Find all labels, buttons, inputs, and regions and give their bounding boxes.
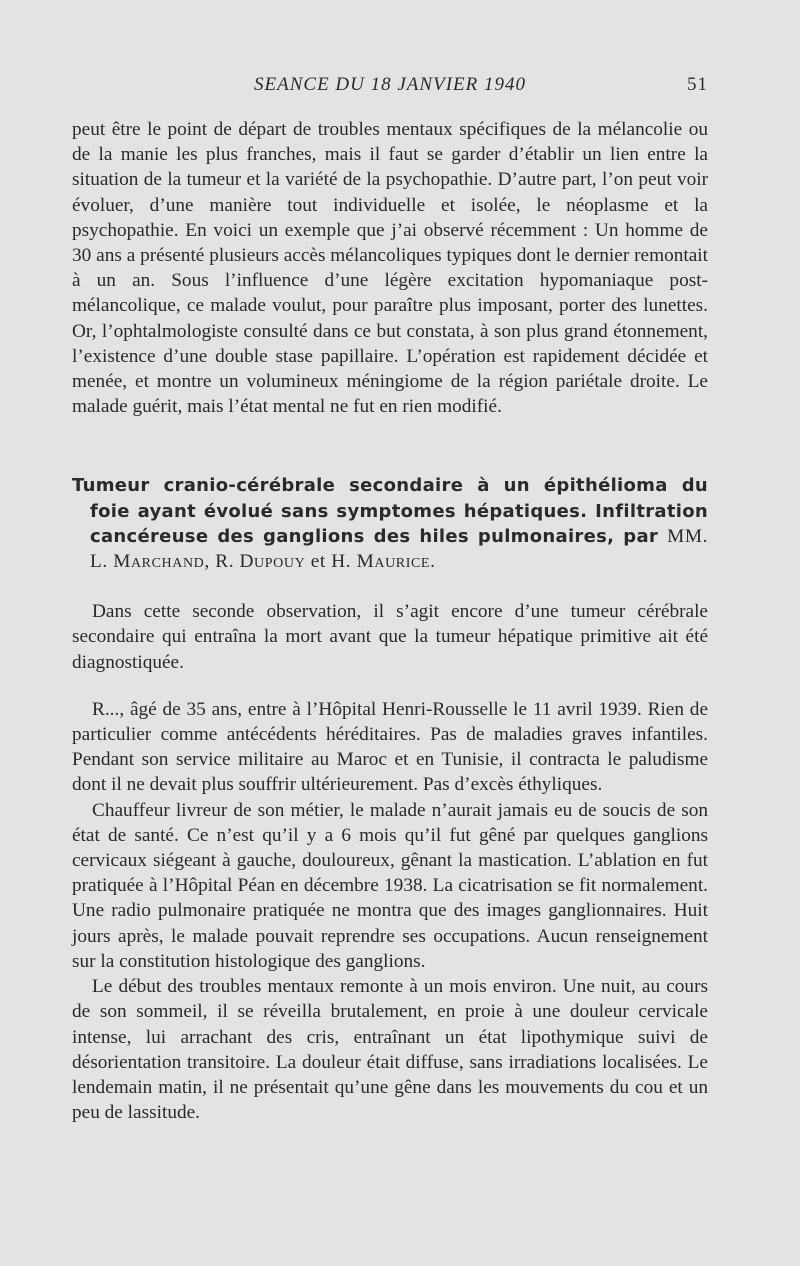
paragraph-case-history: R..., âgé de 35 ans, entre à l’Hôpital Henri-Rousselle le 11 avril 1939. Rien de particulier comme antécédents héréditaires. Pas de maladies graves infantiles. Pendant son service militaire au Maroc et en Tunisie, il contracta le paludisme dont il ne devait plus souffrir ultérieurement. Pas d’excès éthyliques. bbox=[72, 698, 708, 796]
paragraph-occupation: Chauffeur livreur de son métier, le malade n’aurait jamais eu de soucis de son état de santé. Ce n’est qu’il y a 6 mois qu’il fut gêné par quelques ganglions cervicaux siégeant à gauche, douloureux, gênant la mastication. L’ablation en fut pratiquée à l’Hôpital Péan en décembre 1938. La cicatrisation se fit normalement. Une radio pulmonaire pratiquée ne montra que des images ganglionnaires. Huit jours après, le malade pouvait reprendre ses occupations. Aucun renseignement sur la constitution histologique des ganglions. bbox=[72, 799, 708, 972]
paragraph-continuation: peut être le point de départ de troubles mentaux spécifiques de la mélancolie ou de la manie les plus franches, mais il faut se garder d’établir un lien entre la situation de la tumeur et la variété de la psychopathie. D’autre part, l’on peut voir évoluer, d’une manière tout individuelle et isolée, le néoplasme et la psychopathie. En voici un exemple que j’ai observé récemment : Un homme de 30 ans a présenté plusieurs accès mélancoliques typiques dont le dernier remontait à un an. Sous l’influence d’une légère excitation hypomaniaque post-mélancolique, ce malade voulut, pour paraître plus imposant, porter des lunettes. Or, l’ophtalmologiste consulté dans ce but constata, à son plus grand étonnement, l’existence d’une double stase papillaire. L’opération est rapidement décidée et menée, et montre un volumineux méningiome de la région pariétale droite. Le malade guérit, mais l’état mental ne fut en rien modifié. bbox=[72, 119, 708, 418]
author-name: R. Dupouy bbox=[215, 551, 306, 573]
article-authors: MM. L. Marchand, R. Dupouy et H. Maurice. bbox=[90, 525, 708, 573]
article-heading bbox=[72, 473, 708, 574]
authors-prefix: MM. bbox=[667, 525, 708, 547]
page-number: 51 bbox=[687, 74, 708, 95]
running-title: SEANCE DU 18 JANVIER 1940 bbox=[254, 74, 526, 95]
running-header bbox=[72, 74, 708, 102]
paragraph-intro: Dans cette seconde observation, il s’agit encore d’une tumeur cérébrale secondaire qui entraîna la mort avant que la tumeur hépatique primitive ait été diagnostiquée. bbox=[72, 601, 708, 673]
article-title: Tumeur cranio-cérébrale secondaire à un épithélioma du foie ayant évolué sans symptomes hépatiques. Infiltration cancéreuse des ganglions des hiles pulmonaires, par bbox=[72, 475, 708, 547]
author-name: L. Marchand bbox=[90, 551, 205, 573]
author-name: H. Maurice. bbox=[331, 551, 436, 573]
authors-conjunction: et bbox=[310, 551, 326, 573]
body-text bbox=[72, 117, 708, 1125]
paragraph-onset: Le début des troubles mentaux remonte à un mois environ. Une nuit, au cours de son sommeil, il se réveilla brutalement, en proie à une douleur cervicale intense, lui arrachant des cris, entraînant un état lipothymique suivi de désorientation transitoire. La douleur était diffuse, sans irradiations localisées. Le lendemain matin, il ne présentait qu’une gêne dans les mouvements du cou et un peu de lassitude. bbox=[72, 976, 708, 1124]
